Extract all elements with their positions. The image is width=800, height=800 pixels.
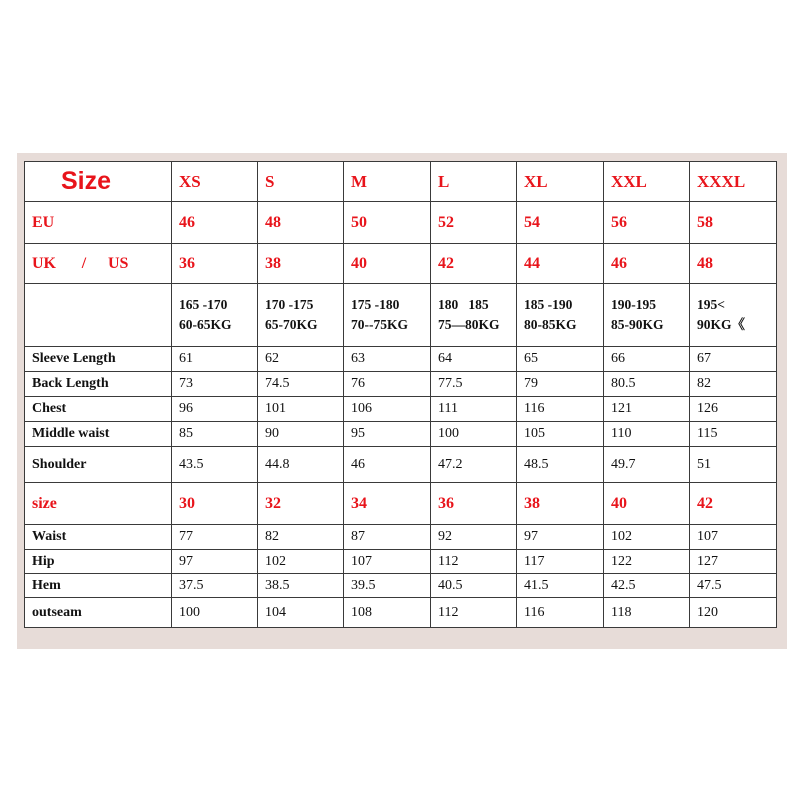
measurement-value: 77.5: [431, 372, 517, 397]
measurement-value: 115: [690, 422, 777, 447]
pants-measurement-value: 42.5: [604, 574, 690, 598]
eu-value: 58: [690, 202, 777, 244]
weight-range: 75—80KG: [438, 317, 500, 332]
weight-range: 85-90KG: [611, 317, 664, 332]
height-range: 180 185: [438, 297, 489, 312]
measurement-label: Middle waist: [25, 422, 172, 447]
measurement-value: 90: [258, 422, 344, 447]
measurement-value: 63: [344, 347, 431, 372]
pants-measurement-value: 87: [344, 525, 431, 550]
pants-measurement-value: 82: [258, 525, 344, 550]
measurement-value: 85: [172, 422, 258, 447]
height-weight-cell: [344, 284, 431, 347]
height-range: 170 -175: [265, 297, 314, 312]
pants-measurement-value: 97: [172, 550, 258, 574]
height-range: 175 -180: [351, 297, 400, 312]
pants-measurement-value: 122: [604, 550, 690, 574]
weight-range: 65-70KG: [265, 317, 318, 332]
weight-range: 80-85KG: [524, 317, 577, 332]
measurement-value: 61: [172, 347, 258, 372]
eu-value: 54: [517, 202, 604, 244]
top-measurement-row: [25, 397, 777, 422]
measurement-value: 74.5: [258, 372, 344, 397]
measurement-value: 67: [690, 347, 777, 372]
pants-measurement-value: 40.5: [431, 574, 517, 598]
uk-us-value: 38: [258, 244, 344, 284]
uk-us-value: 36: [172, 244, 258, 284]
measurement-label: Back Length: [25, 372, 172, 397]
pants-measurement-value: 108: [344, 598, 431, 628]
uk-us-value: 48: [690, 244, 777, 284]
measurement-value: 101: [258, 397, 344, 422]
measurement-value: 110: [604, 422, 690, 447]
pants-measurement-value: 100: [172, 598, 258, 628]
pants-measurement-value: 77: [172, 525, 258, 550]
measurement-value: 44.8: [258, 447, 344, 483]
measurement-value: 65: [517, 347, 604, 372]
pants-measurement-label: Hip: [25, 550, 172, 574]
measurement-value: 62: [258, 347, 344, 372]
height-weight-cell: [517, 284, 604, 347]
pants-measurement-value: 104: [258, 598, 344, 628]
size-label-xxxl: XXXL: [690, 162, 777, 202]
us-label: US: [108, 254, 129, 272]
size-label-xs: XS: [172, 162, 258, 202]
measurement-value: 80.5: [604, 372, 690, 397]
uk-us-value: 44: [517, 244, 604, 284]
height-range: 165 -170: [179, 297, 228, 312]
measurement-value: 49.7: [604, 447, 690, 483]
eu-value: 52: [431, 202, 517, 244]
uk-us-value: 46: [604, 244, 690, 284]
measurement-value: 73: [172, 372, 258, 397]
measurement-value: 95: [344, 422, 431, 447]
pants-measurement-value: 38.5: [258, 574, 344, 598]
measurement-value: 106: [344, 397, 431, 422]
top-measurement-row: [25, 372, 777, 397]
eu-label: EU: [25, 202, 172, 244]
uk-us-separator: /: [81, 254, 87, 272]
eu-value: 50: [344, 202, 431, 244]
height-weight-cell: [604, 284, 690, 347]
pants-size-value: 32: [258, 483, 344, 525]
measurement-value: 64: [431, 347, 517, 372]
pants-measurement-value: 116: [517, 598, 604, 628]
pants-measurement-value: 120: [690, 598, 777, 628]
measurement-value: 116: [517, 397, 604, 422]
measurement-value: 82: [690, 372, 777, 397]
size-label-xl: XL: [517, 162, 604, 202]
pants-measurement-value: 37.5: [172, 574, 258, 598]
pants-measurement-row: [25, 598, 777, 628]
size-label-s: S: [258, 162, 344, 202]
measurement-value: 79: [517, 372, 604, 397]
measurement-value: 66: [604, 347, 690, 372]
height-weight-cell: [258, 284, 344, 347]
weight-range: 60-65KG: [179, 317, 232, 332]
pants-measurement-value: 102: [258, 550, 344, 574]
measurement-value: 76: [344, 372, 431, 397]
pants-measurement-value: 107: [344, 550, 431, 574]
eu-value: 46: [172, 202, 258, 244]
pants-measurement-value: 47.5: [690, 574, 777, 598]
eu-value: 48: [258, 202, 344, 244]
pants-measurement-value: 127: [690, 550, 777, 574]
size-label-l: L: [431, 162, 517, 202]
pants-measurement-value: 97: [517, 525, 604, 550]
uk-us-label: [25, 244, 172, 284]
height-weight-cell: [690, 284, 777, 347]
eu-value: 56: [604, 202, 690, 244]
pants-measurement-value: 102: [604, 525, 690, 550]
measurement-value: 121: [604, 397, 690, 422]
pants-size-row: [25, 483, 777, 525]
measurement-value: 111: [431, 397, 517, 422]
uk-label: UK: [32, 254, 56, 272]
height-weight-row: [25, 284, 777, 347]
size-label-xxl: XXL: [604, 162, 690, 202]
measurement-value: 48.5: [517, 447, 604, 483]
pants-size-value: 40: [604, 483, 690, 525]
pants-measurement-row: [25, 525, 777, 550]
measurement-value: 46: [344, 447, 431, 483]
pants-size-value: 36: [431, 483, 517, 525]
pants-size-label: size: [25, 483, 172, 525]
pants-size-value: 34: [344, 483, 431, 525]
eu-row: [25, 202, 777, 244]
height-weight-cell: [172, 284, 258, 347]
pants-measurement-value: 117: [517, 550, 604, 574]
size-header-row: [25, 162, 777, 202]
size-title: Size: [25, 162, 172, 202]
pants-measurement-value: 118: [604, 598, 690, 628]
pants-measurement-value: 112: [431, 550, 517, 574]
height-weight-label: [25, 284, 172, 347]
weight-range: 70--75KG: [351, 317, 408, 332]
pants-measurement-value: 92: [431, 525, 517, 550]
measurement-value: 51: [690, 447, 777, 483]
pants-size-value: 38: [517, 483, 604, 525]
top-measurement-row: [25, 447, 777, 483]
pants-measurement-value: 107: [690, 525, 777, 550]
top-measurement-row: [25, 422, 777, 447]
measurement-value: 105: [517, 422, 604, 447]
height-weight-cell: [431, 284, 517, 347]
size-label-m: M: [344, 162, 431, 202]
measurement-label: Sleeve Length: [25, 347, 172, 372]
weight-range: 90KG《: [697, 317, 746, 332]
pants-size-value: 30: [172, 483, 258, 525]
measurement-value: 47.2: [431, 447, 517, 483]
uk-us-value: 42: [431, 244, 517, 284]
pants-measurement-value: 41.5: [517, 574, 604, 598]
height-range: 185 -190: [524, 297, 573, 312]
pants-measurement-row: [25, 574, 777, 598]
uk-us-value: 40: [344, 244, 431, 284]
measurement-value: 96: [172, 397, 258, 422]
top-measurement-row: [25, 347, 777, 372]
measurement-value: 126: [690, 397, 777, 422]
measurement-value: 100: [431, 422, 517, 447]
uk-us-row: [25, 244, 777, 284]
measurement-value: 43.5: [172, 447, 258, 483]
pants-measurement-row: [25, 550, 777, 574]
pants-measurement-label: outseam: [25, 598, 172, 628]
pants-measurement-value: 39.5: [344, 574, 431, 598]
height-range: 195<: [697, 297, 725, 312]
pants-measurement-label: Waist: [25, 525, 172, 550]
pants-measurement-value: 112: [431, 598, 517, 628]
size-chart-table: [24, 161, 777, 628]
measurement-label: Shoulder: [25, 447, 172, 483]
height-range: 190-195: [611, 297, 656, 312]
measurement-label: Chest: [25, 397, 172, 422]
pants-size-value: 42: [690, 483, 777, 525]
pants-measurement-label: Hem: [25, 574, 172, 598]
